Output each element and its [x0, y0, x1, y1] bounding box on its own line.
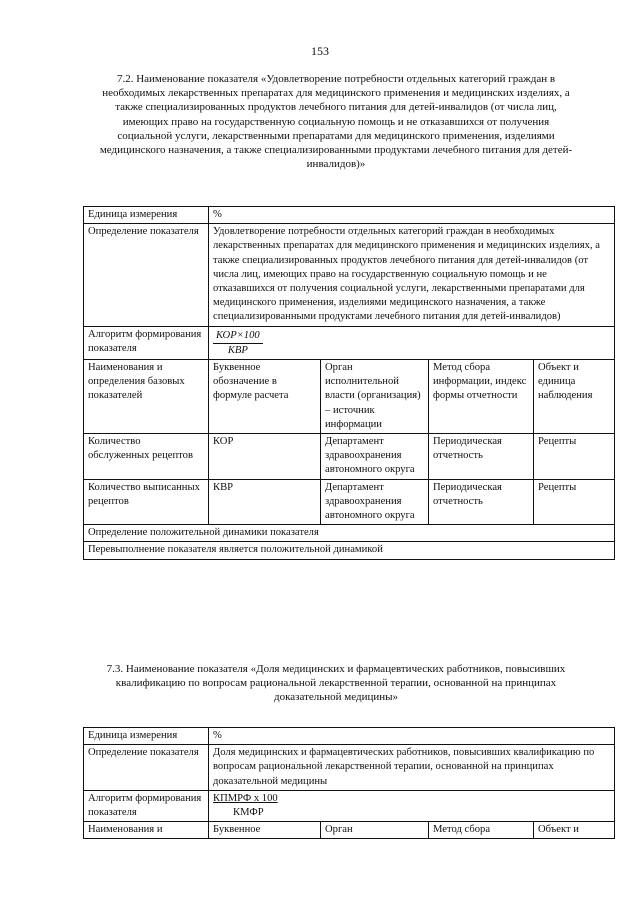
formula-numerator: КОР×100	[213, 329, 263, 344]
column-header: Наименования и	[84, 822, 209, 839]
table-cell: Количество обслуженных рецептов	[84, 434, 209, 480]
formula-cell	[209, 326, 615, 359]
dynamics-value-row	[84, 542, 615, 559]
column-header: Объект и	[534, 822, 615, 839]
unit-row	[84, 207, 615, 224]
column-header: Буквенное обозначение в формуле расчета	[209, 360, 321, 434]
table-cell: Периодическая отчетность	[429, 479, 534, 525]
table-cell: Департамент здравоохранения автономного округа	[321, 479, 429, 525]
column-header: Объект и единица наблюдения	[534, 360, 615, 434]
section-7-3-heading: 7.3. Наименование показателя «Доля медицинских и фармацевтических работников, повысивших квалификацию по вопросам рациональной лекарственной терапии, основанной на принципах доказательной медицины»	[106, 663, 566, 704]
table-cell: КВР	[209, 479, 321, 525]
formula-denominator: КМФР	[233, 807, 264, 819]
page-number: 153	[311, 44, 329, 58]
formula-denominator: КВР	[227, 344, 248, 356]
column-header: Орган исполнительной власти (организация) – источник информации	[321, 360, 429, 434]
table-cell: Количество выписанных рецептов	[84, 479, 209, 525]
section-7-2-heading: 7.2. Наименование показателя «Удовлетворение потребности отдельных категорий граждан в необходимых лекарственных препаратах для медицинского применения и медицинских изделиях, а также специализированных продуктов лечебного питания для детей-инвалидов (от числа лиц, имеющих право на государственную социальную помощь и не отказавшихся от получения социальной услуги, лекарственными препаратами для медицинского применения, изделиями медицинского назначения, а также специализированными продуктами лечебного питания для детей-инвалидов)»	[99, 73, 573, 171]
formula-numerator: КПМРФ х 100	[213, 792, 278, 804]
table-row	[84, 434, 615, 480]
column-header: Орган	[321, 822, 429, 839]
column-header: Метод сбора информации, индекс формы отчетности	[429, 360, 534, 434]
dynamics-label-row	[84, 525, 615, 542]
indicator-table-7-2	[83, 206, 615, 560]
definition-row	[84, 745, 615, 791]
definition-label: Определение показателя	[84, 745, 209, 791]
table-cell: Рецепты	[534, 434, 615, 480]
indicator-table-7-3	[83, 727, 615, 839]
table-cell: Рецепты	[534, 479, 615, 525]
table-cell: Департамент здравоохранения автономного округа	[321, 434, 429, 480]
dynamics-label: Определение положительной динамики показателя	[84, 525, 615, 542]
table-cell: Периодическая отчетность	[429, 434, 534, 480]
unit-value: %	[209, 207, 615, 224]
algorithm-row	[84, 790, 615, 821]
algorithm-label: Алгоритм формирования показателя	[84, 326, 209, 359]
column-header: Наименования и определения базовых показателей	[84, 360, 209, 434]
column-header: Метод сбора	[429, 822, 534, 839]
unit-label: Единица измерения	[84, 728, 209, 745]
formula-fraction	[213, 328, 263, 358]
algorithm-label: Алгоритм формирования показателя	[84, 790, 209, 821]
table-header-row	[84, 822, 615, 839]
table-header-row	[84, 360, 615, 434]
table-row	[84, 479, 615, 525]
unit-value: %	[209, 728, 615, 745]
definition-row	[84, 224, 615, 326]
table-cell: КОР	[209, 434, 321, 480]
unit-row	[84, 728, 615, 745]
dynamics-value: Перевыполнение показателя является положительной динамикой	[84, 542, 615, 559]
column-header: Буквенное	[209, 822, 321, 839]
formula-cell	[209, 790, 615, 821]
unit-label: Единица измерения	[84, 207, 209, 224]
algorithm-row	[84, 326, 615, 359]
definition-label: Определение показателя	[84, 224, 209, 326]
definition-value: Доля медицинских и фармацевтических работников, повысивших квалификацию по вопросам рациональной лекарственной терапии, основанной на принципах доказательной медицины	[209, 745, 615, 791]
definition-value: Удовлетворение потребности отдельных категорий граждан в необходимых лекарственных препаратах для медицинского применения и медицинских изделиях, а также специализированных продуктов лечебного питания для детей-инвалидов (от числа лиц, имеющих право на государственную социальную помощь и не отказавшихся от получения социальной услуги, лекарственными препаратами для медицинского применения, изделиями медицинского назначения, а также специализированными продуктами лечебного питания для детей-инвалидов)	[209, 224, 615, 326]
